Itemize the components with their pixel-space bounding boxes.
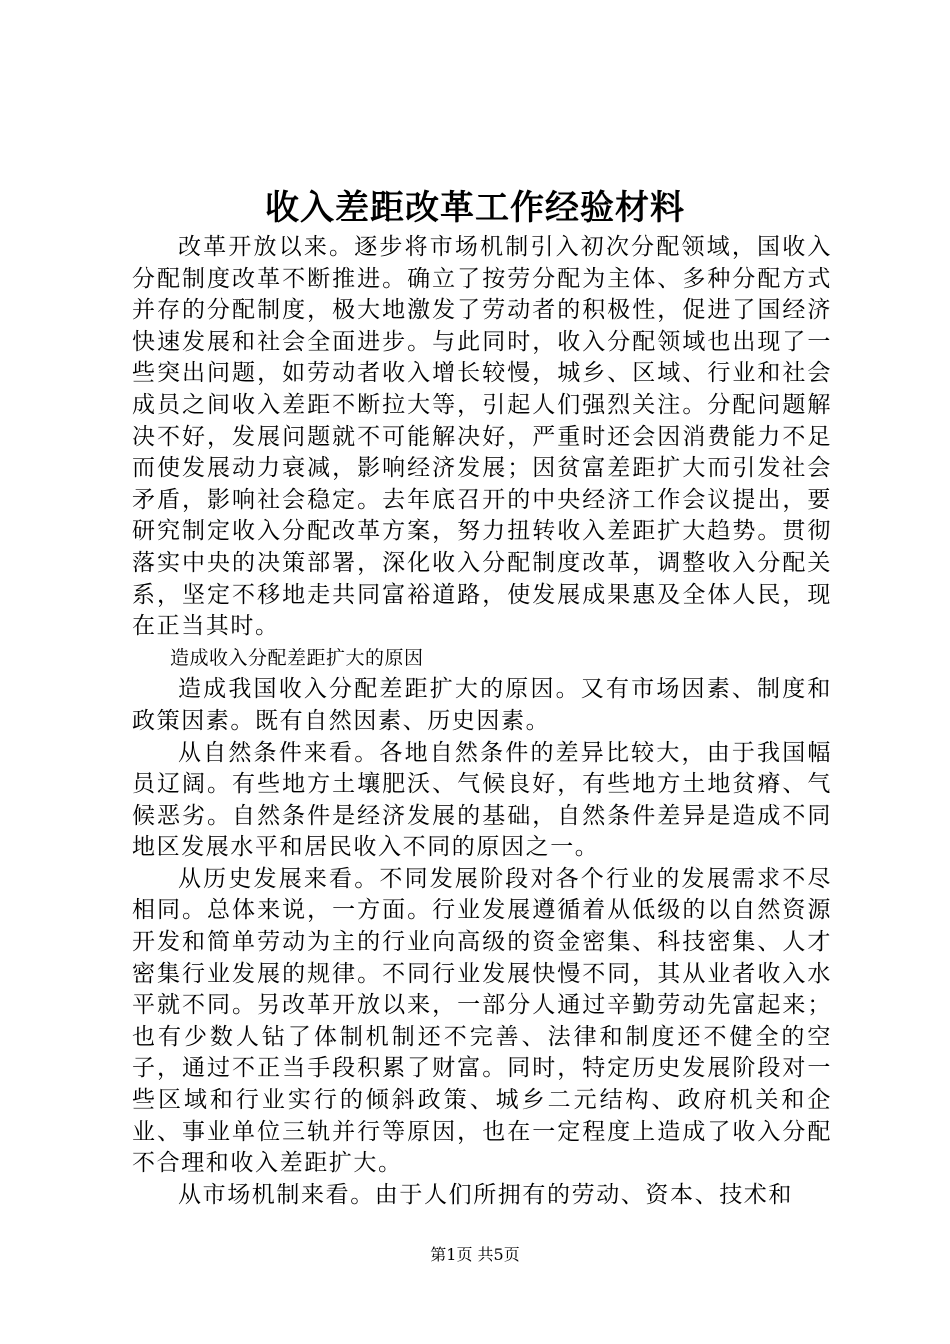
- paragraph-intro: 改革开放以来。逐步将市场机制引入初次分配领域，国收入分配制度改革不断推进。确立了按劳分配为主体、多种分配方式并存的分配制度，极大地激发了劳动者的积极性，促进了国经济快速发展和社会全面进步。与此同时，收入分配领域也出现了一些突出问题，如劳动者收入增长较慢，城乡、区域、行业和社会成员之间收入差距不断拉大等，引起人们强烈关注。分配问题解决不好，发展问题就不可能解决好，严重时还会因消费能力不足而使发展动力衰减，影响经济发展；因贫富差距扩大而引发社会矛盾，影响社会稳定。去年底召开的中央经济工作会议提出，要研究制定收入分配改革方案，努力扭转收入差距扩大趋势。贯彻落实中央的决策部署，深化收入分配制度改革，调整收入分配关系，坚定不移地走共同富裕道路，使发展成果惠及全体人民，现在正当其时。: [132, 234, 832, 640]
- document-body: [132, 232, 832, 1211]
- paragraph-market-mechanism: 从市场机制来看。由于人们所拥有的劳动、资本、技术和: [178, 1181, 793, 1208]
- paragraph-historical-development: 从历史发展来看。不同发展阶段对各个行业的发展需求不尽相同。总体来说，一方面。行业发展遵循着从低级的以自然资源开发和简单劳动为主的行业向高级的资金密集、科技密集、人才密集行业发展的规律。不同行业发展快慢不同，其从业者收入水平就不同。另改革开放以来，一部分人通过辛勤劳动先富起来；也有少数人钻了体制机制还不完善、法律和制度还不健全的空子，通过不正当手段积累了财富。同时，特定历史发展阶段对一些区域和行业实行的倾斜政策、城乡二元结构、政府机关和企业、事业单位三轨并行等原因，也在一定程度上造成了收入分配不合理和收入差距扩大。: [132, 865, 832, 1177]
- paragraph-causes: 造成我国收入分配差距扩大的原因。又有市场因素、制度和政策因素。既有自然因素、历史因素。: [132, 676, 832, 734]
- section-heading-causes: 造成收入分配差距扩大的原因: [170, 646, 424, 669]
- page-footer: 第1页 共5页: [430, 1245, 520, 1264]
- paragraph-natural-conditions: 从自然条件来看。各地自然条件的差异比较大，由于我国幅员辽阔。有些地方土壤肥沃、气候良好，有些地方土地贫瘠、气候恶劣。自然条件是经济发展的基础，自然条件差异是造成不同地区发展水平和居民收入不同的原因之一。: [132, 739, 832, 861]
- document-title: 收入差距改革工作经验材料: [265, 188, 685, 228]
